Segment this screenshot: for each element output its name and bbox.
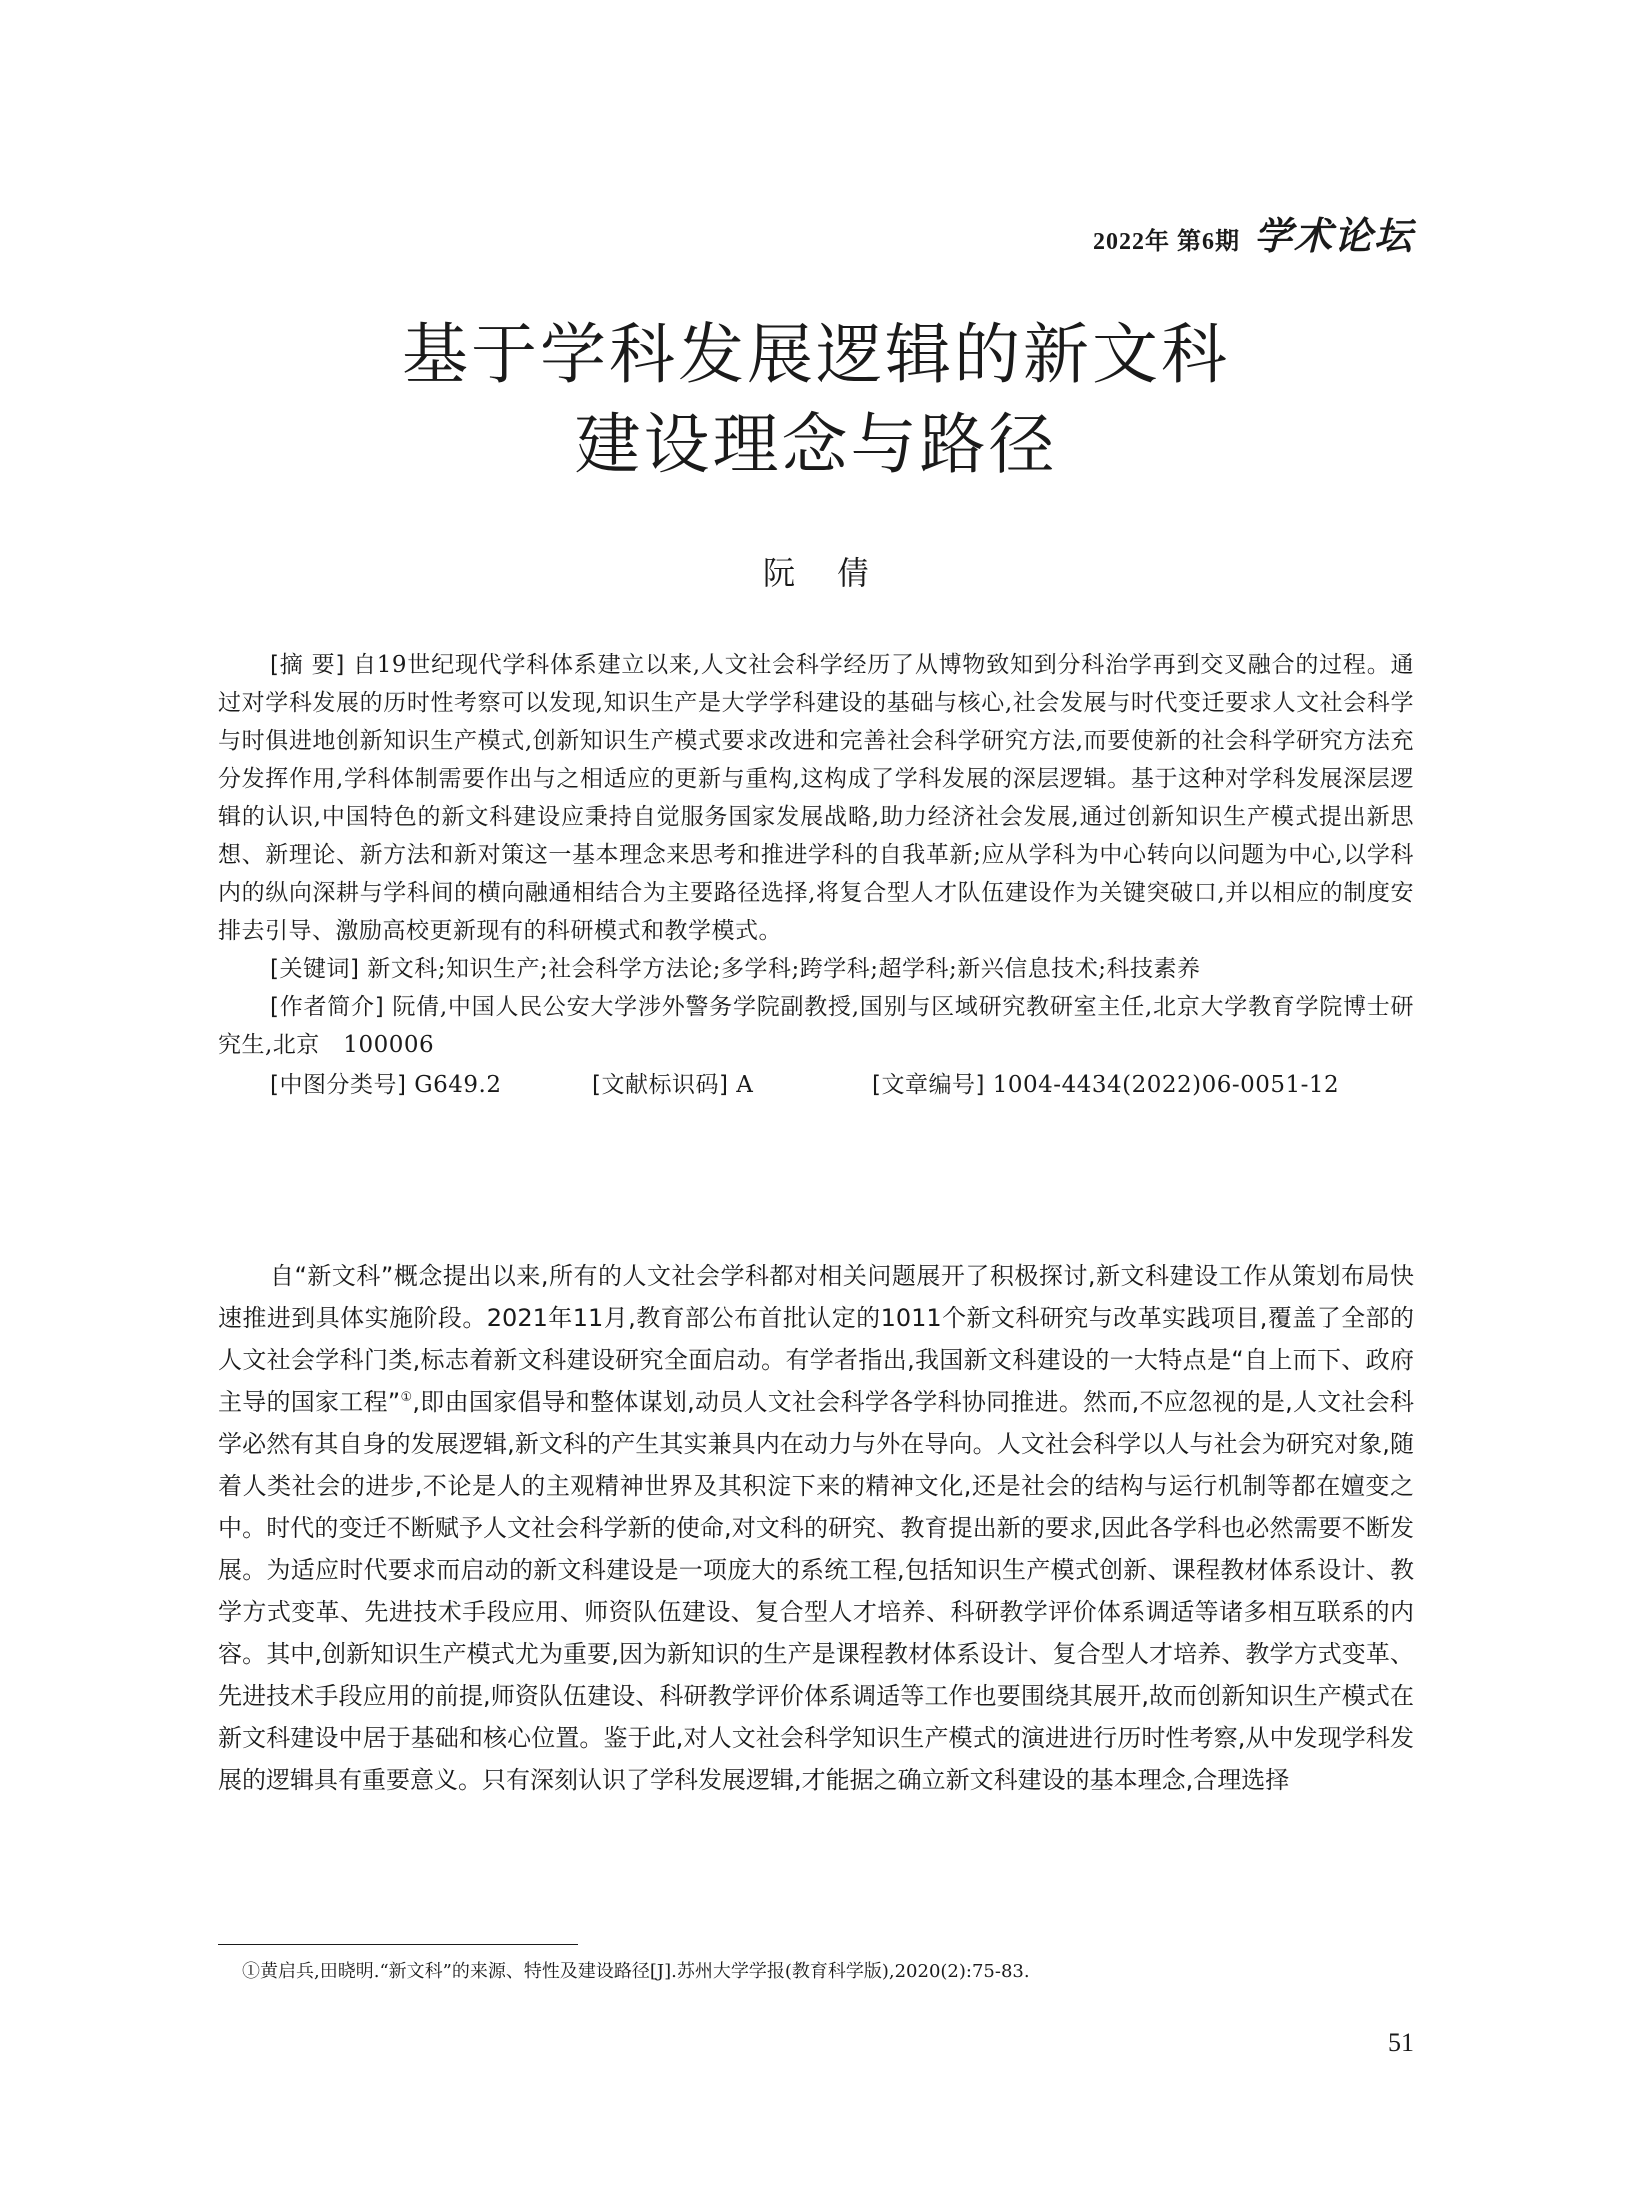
article-number-value: 1004-4434(2022)06-0051-12	[992, 1072, 1340, 1098]
body-text-part-1: 自“新文科”概念提出以来,所有的人文社会学科都对相关问题展开了积极探讨,新文科建设工作从策划布局快速推进到具体实施阶段。2021年11月,教育部公布首批认定的1011个新文科研究与改革实践项目,覆盖了全部的人文社会学科门类,标志着新文科建设研究全面启动。有学者指出,我国新文科建设的一大特点是“自上而下、政府主导的国家工程”	[218, 1262, 1414, 1416]
doc-code-label: [文献标识码]	[592, 1072, 729, 1098]
body-paragraph	[218, 1255, 1414, 1801]
title-line-1: 基于学科发展逻辑的新文科	[402, 316, 1230, 393]
author-bio-text: 阮倩,中国人民公安大学涉外警务学院副教授,国别与区域研究教研室主任,北京大学教育学院博士研究生,北京 100006	[218, 994, 1415, 1058]
footnote: ①黄启兵,田晓明.“新文科”的来源、特性及建设路径[J].苏州大学学报(教育科学版),2020(2):75-83.	[242, 1961, 1030, 1982]
clc-value: G649.2	[414, 1072, 502, 1098]
body-text-part-2: ,即由国家倡导和整体谋划,动员人文社会科学各学科协同推进。然而,不应忽视的是,人文社会科学必然有其自身的发展逻辑,新文科的产生其实兼具内在动力与外在导向。人文社会科学以人与社会为研究对象,随着人类社会的进步,不论是人的主观精神世界及其积淀下来的精神文化,还是社会的结构与运行机制等都在嬗变之中。时代的变迁不断赋予人文社会科学新的使命,对文科的研究、教育提出新的要求,因此各学科也必然需要不断发展。为适应时代要求而启动的新文科建设是一项庞大的系统工程,包括知识生产模式创新、课程教材体系设计、教学方式变革、先进技术手段应用、师资队伍建设、复合型人才培养、科研教学评价体系调适等诸多相互联系的内容。其中,创新知识生产模式尤为重要,因为新知识的生产是课程教材体系设计、复合型人才培养、教学方式变革、先进技术手段应用的前提,师资队伍建设、科研教学评价体系调适等工作也要围绕其展开,故而创新知识生产模式在新文科建设中居于基础和核心位置。鉴于此,对人文社会科学知识生产模式的演进进行历时性考察,从中发现学科发展的逻辑具有重要意义。只有深刻认识了学科发展逻辑,才能据之确立新文科建设的基本理念,合理选择	[218, 1388, 1415, 1794]
issue-label: 2022年 第6期	[1092, 229, 1240, 255]
journal-name: 学术论坛	[1253, 213, 1414, 258]
clc-label: [中图分类号]	[270, 1072, 407, 1098]
article-number-cell	[872, 1066, 1339, 1104]
footnote-marker: ①	[400, 1390, 413, 1405]
abstract-section	[218, 646, 1414, 1104]
title-line-2: 建设理念与路径	[574, 406, 1058, 483]
classification-row	[218, 1066, 1414, 1104]
keywords-text: 新文科;知识生产;社会科学方法论;多学科;跨学科;超学科;新兴信息技术;科技素养	[367, 956, 1201, 982]
body-text	[218, 1255, 1414, 1801]
article-title	[0, 310, 1632, 490]
keywords-label: [关键词]	[270, 956, 360, 982]
abstract-text: 自19世纪现代学科体系建立以来,人文社会科学经历了从博物致知到分科治学再到交叉融合的过程。通过对学科发展的历时性考察可以发现,知识生产是大学学科建设的基础与核心,社会发展与时代变迁要求人文社会科学与时俱进地创新知识生产模式,创新知识生产模式要求改进和完善社会科学研究方法,而要使新的社会科学研究方法充分发挥作用,学科体制需要作出与之相适应的更新与重构,这构成了学科发展的深层逻辑。基于这种对学科发展深层逻辑的认识,中国特色的新文科建设应秉持自觉服务国家发展战略,助力经济社会发展,通过创新知识生产模式提出新思想、新理论、新方法和新对策这一基本理念来思考和推进学科的自我革新;应从学科为中心转向以问题为中心,以学科内的纵向深耕与学科间的横向融通相结合为主要路径选择,将复合型人才队伍建设作为关键突破口,并以相应的制度安排去引导、激励高校更新现有的科研模式和教学模式。	[218, 652, 1414, 944]
doc-code-cell	[592, 1066, 872, 1104]
author-bio-label: [作者简介]	[270, 994, 385, 1020]
abstract-paragraph	[218, 646, 1414, 950]
author-bio-paragraph	[218, 988, 1414, 1064]
clc-cell	[270, 1066, 592, 1104]
page-number: 51	[1388, 2028, 1414, 2057]
article-number-label: [文章编号]	[872, 1072, 985, 1098]
running-header	[1093, 205, 1414, 260]
author-name: 阮倩	[762, 554, 911, 592]
doc-code-value: A	[736, 1072, 754, 1098]
footnote-divider	[218, 1944, 578, 1945]
abstract-label: [摘 要]	[270, 652, 345, 678]
keywords-paragraph	[218, 950, 1414, 988]
